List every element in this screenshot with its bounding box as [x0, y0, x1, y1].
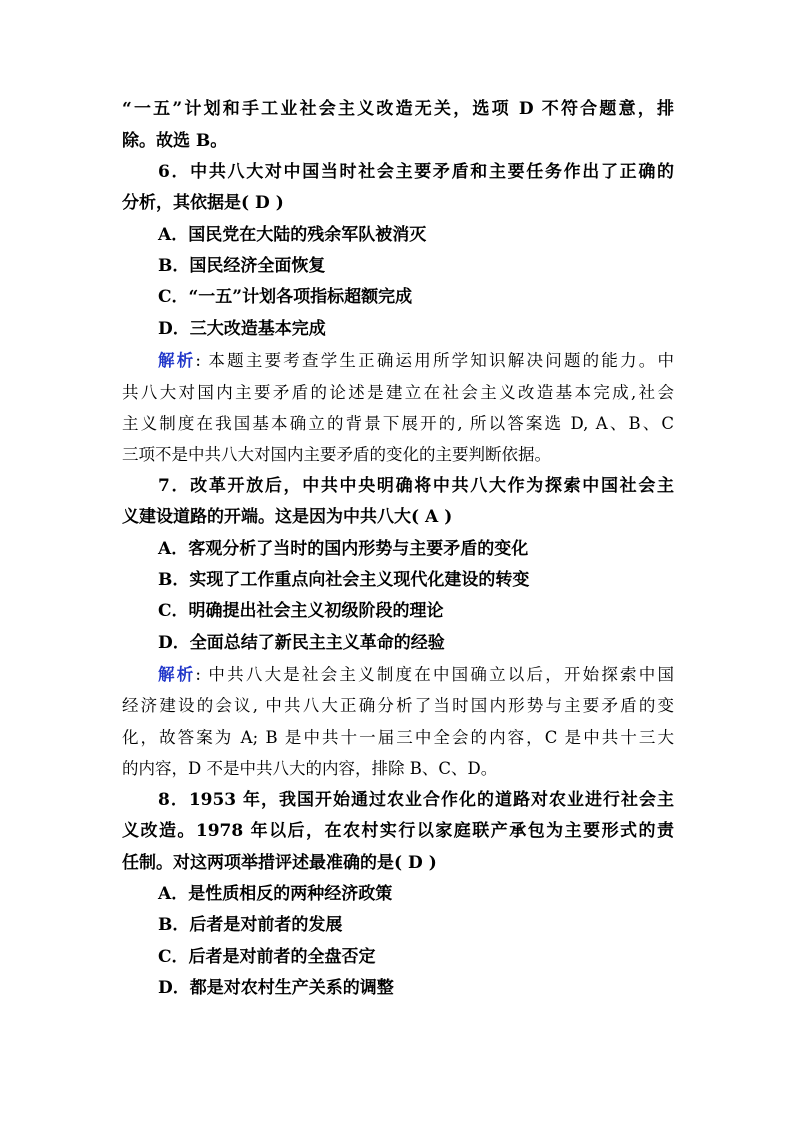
- analysis-line: 三项不是中共八大对国内主要矛盾的变化的主要判断依据。: [122, 445, 551, 464]
- stem-close: ): [428, 853, 437, 873]
- stem-text: 任制。对这两项举措评述最准确的是(: [122, 853, 403, 873]
- option-item: A．是性质相反的两种经济政策: [158, 884, 393, 904]
- analysis-text: : 本题主要考查学生正确运用所学知识解决问题的能力。中: [195, 351, 674, 370]
- option-item: D．全面总结了新民主主义革命的经验: [158, 633, 445, 653]
- option-item: A．客观分析了当时的国内形势与主要矛盾的变化: [158, 539, 529, 559]
- question-8-stem: 8．1953 年，我国开始通过农业合作化的道路对农业进行社会主: [158, 790, 674, 810]
- stem-text: 义建设道路的开端。这是因为中共八大(: [122, 507, 420, 527]
- question-6-stem: 6．中共八大对中国当时社会主要矛盾和主要任务作出了正确的: [158, 162, 674, 182]
- option-item: B．实现了工作重点向社会主义现代化建设的转变: [158, 570, 530, 590]
- stem-close: ): [444, 507, 453, 527]
- option-item: C．明确提出社会主义初级阶段的理论: [158, 601, 444, 621]
- analysis-line: 化，故答案为 A; B 是中共十一届三中全会的内容，C 是中共十三大: [122, 728, 674, 747]
- analysis-line: 经济建设的会议, 中共八大正确分析了当时国内形势与主要矛盾的变: [122, 696, 674, 715]
- question-7-stem: 7．改革开放后，中共中央明确将中共八大作为探索中国社会主: [158, 476, 674, 496]
- option-item: D．都是对农村生产关系的调整: [158, 978, 394, 998]
- stem-close: ): [275, 193, 284, 213]
- analysis-line: [158, 345, 674, 376]
- question-6-stem-cont: [122, 188, 284, 219]
- question-7-stem-cont: [122, 502, 452, 533]
- intro-line: 除。故选 B。: [122, 131, 228, 151]
- answer-letter: A: [425, 507, 439, 527]
- analysis-line: [158, 659, 674, 690]
- analysis-line: 的内容，D 不是中共八大的内容，排除 B、C、D。: [122, 759, 498, 778]
- analysis-line: 共八大对国内主要矛盾的论述是建立在社会主义改造基本完成,社会: [122, 383, 674, 402]
- analysis-label: 解析: [158, 665, 196, 684]
- option-item: A．国民党在大陆的残余军队被消灭: [158, 225, 427, 245]
- stem-text: 分析，其依据是(: [122, 193, 250, 213]
- analysis-line: 主义制度在我国基本确立的背景下展开的, 所以答案选 D, A、B、C: [122, 414, 674, 433]
- option-item: D．三大改造基本完成: [158, 319, 326, 339]
- option-item: C．“一五”计划各项指标超额完成: [158, 287, 413, 307]
- analysis-label: 解析: [158, 351, 196, 370]
- question-8-stem-cont: 义改造。1978 年以后，在农村实行以家庭联产承包为主要形式的责: [122, 821, 674, 841]
- option-item: B．国民经济全面恢复: [158, 256, 326, 276]
- question-8-stem-cont: [122, 848, 437, 879]
- option-item: B．后者是对前者的发展: [158, 915, 343, 935]
- analysis-text: : 中共八大是社会主义制度在中国确立以后，开始探索中国: [195, 665, 674, 684]
- option-item: C．后者是对前者的全盘否定: [158, 947, 376, 967]
- intro-line: “一五”计划和手工业社会主义改造无关，选项 D 不符合题意，排: [122, 99, 674, 119]
- answer-letter: D: [408, 853, 423, 873]
- answer-letter: D: [255, 193, 270, 213]
